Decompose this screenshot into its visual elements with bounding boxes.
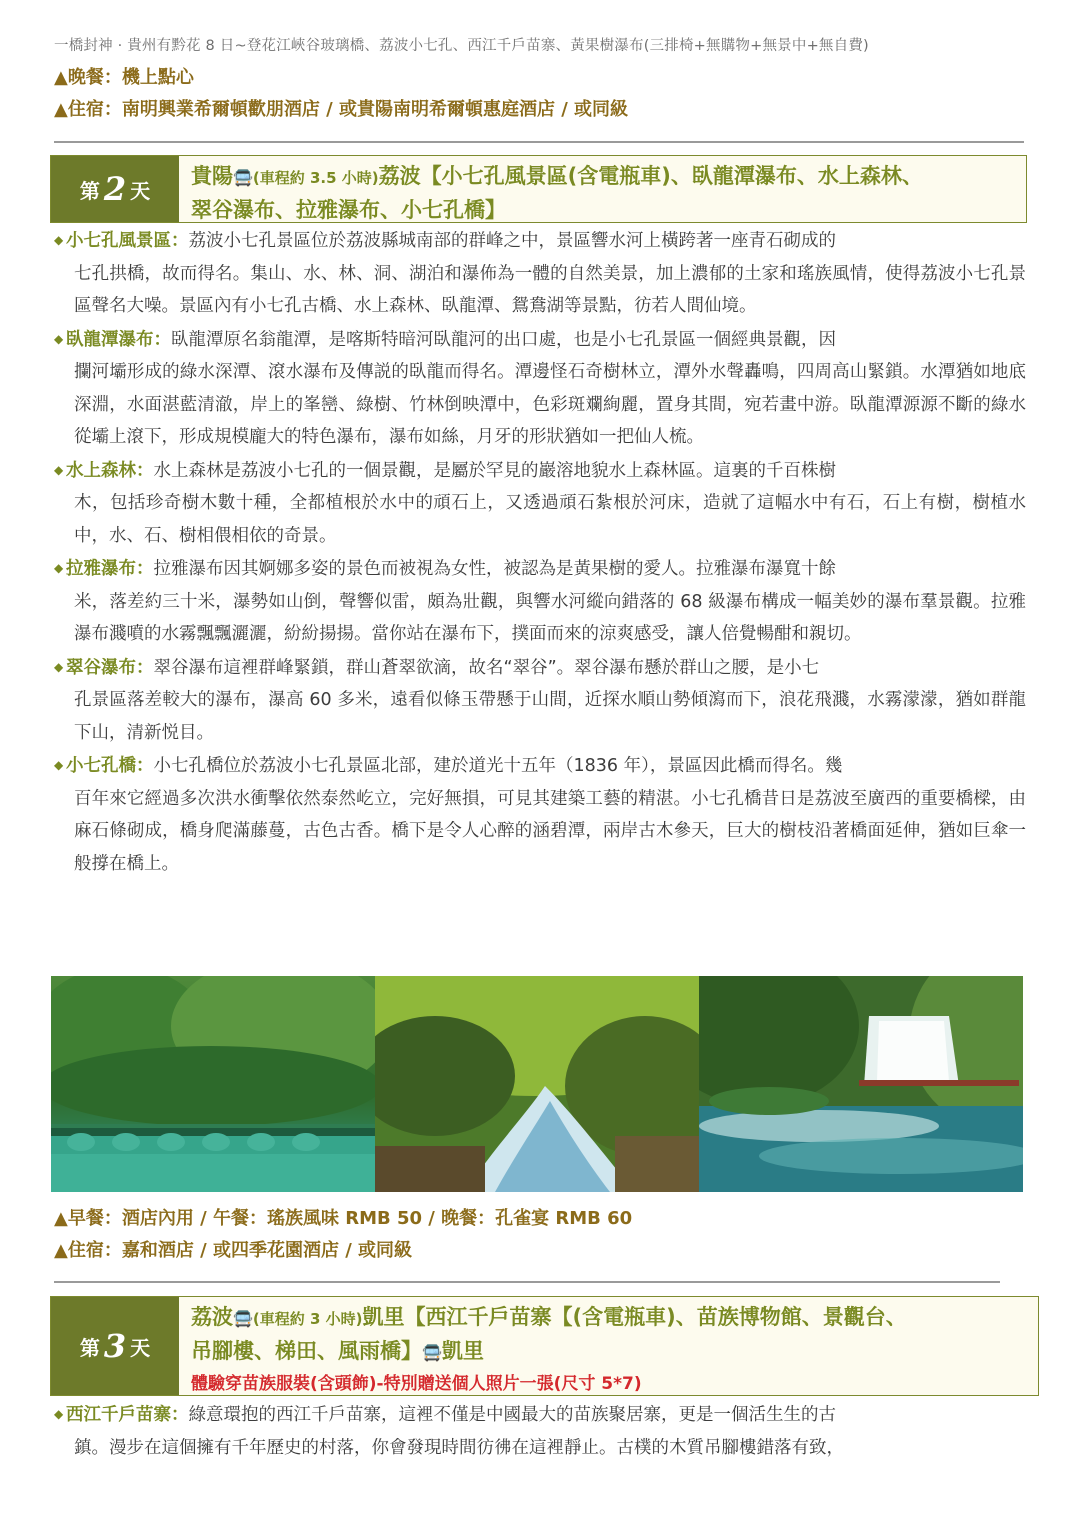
bus-icon: 🚍 xyxy=(233,1309,253,1328)
day3-header xyxy=(50,1296,1039,1396)
item-text-cont: 百年來它經過多次洪水衝擊依然泰然屹立，完好無損，可見其建築工藝的精湛。小七孔橋昔日是荔波至廣西的重要橋樑，由麻石條砌成，橋身爬滿藤蔓，古色古香。橋下是令人心醉的涵碧潭，兩岸古木參天，巨大的樹枝沿著橋面延伸，猶如巨傘一般撐在橋上。 xyxy=(74,788,1026,874)
photo-strip xyxy=(51,976,1023,1192)
bus-icon: 🚍 xyxy=(422,1343,442,1362)
diamond-bullet-icon: ◆ xyxy=(54,462,64,477)
item-text: 水上森林是荔波小七孔的一個景觀，是屬於罕見的巖溶地貌水上森林區。這裏的千百株樹 xyxy=(153,460,836,481)
day2-title xyxy=(191,160,1018,226)
day2-origin: 貴陽 xyxy=(191,164,233,188)
day2-items xyxy=(54,224,1026,880)
day1-hotel: ▲住宿：南明興業希爾頓歡朋酒店 / 或貴陽南明希爾頓惠庭酒店 / 或同級 xyxy=(54,99,629,120)
item-text-cont: 攔河壩形成的綠水深潭、滾水瀑布及傳説的臥龍而得名。潭邊怪石奇樹林立，潭外水聲轟鳴，四周高山緊鎖。水潭猶如地底深淵，水面湛藍清澈，岸上的峯巒、綠樹、竹林倒映潭中，色彩斑斕絢麗，置身其間，宛若畫中游。臥龍潭源源不斷的綠水從壩上滾下，形成規模龐大的特色瀑布，瀑布如絲，月牙的形狀猶如一把仙人梳。 xyxy=(74,362,1026,447)
day3-origin: 荔波 xyxy=(191,1305,233,1329)
bus-icon: 🚍 xyxy=(233,168,253,187)
item-text: 小七孔橋位於荔波小七孔景區北部，建於道光十五年（1836 年），景區因此橋而得名。幾 xyxy=(153,756,843,776)
photo-forest-stream xyxy=(375,976,699,1192)
diamond-bullet-icon: ◆ xyxy=(54,659,64,674)
day3-dest-2: 凱里 xyxy=(441,1339,484,1363)
day2-dest: 荔波【小七孔風景區(含電瓶車)、臥龍潭瀑布、水上森林、 xyxy=(378,164,923,188)
day1-meal: ▲晚餐：機上點心 xyxy=(54,67,194,88)
day3-items xyxy=(54,1398,1026,1464)
list-item xyxy=(54,224,1026,323)
day3-dest: 凱里【西江千戶苗寨【(含電瓶車)、苗族博物館、景觀台、 xyxy=(362,1305,907,1329)
item-name: 小七孔風景區： xyxy=(66,231,189,251)
day3-duration: (車程約 3 小時) xyxy=(252,1310,363,1328)
item-name: 臥龍潭瀑布： xyxy=(66,329,171,350)
list-item xyxy=(54,651,1026,750)
item-text-cont: 米，落差約三十米，瀑勢如山倒，聲響似雷，頗為壯觀，與響水河縱向錯落的 68 級瀑布構成一幅美妙的瀑布羣景觀。拉雅瀑布濺噴的水霧飄飄灑灑，紛紛揚揚。當你站在瀑布下，撲面而來的涼爽感受，讓人倍覺暢酣和親切。 xyxy=(74,591,1026,644)
list-item xyxy=(54,454,1026,553)
day3-title-line2: 吊腳樓、梯田、風雨橋】 xyxy=(191,1339,422,1363)
diamond-bullet-icon: ◆ xyxy=(54,233,64,247)
badge-suffix: 天 xyxy=(130,1335,151,1360)
day3-title xyxy=(191,1301,1030,1399)
item-name: 西江千戶苗寨： xyxy=(66,1405,189,1425)
badge-number: 3 xyxy=(103,1327,127,1365)
item-name: 小七孔橋： xyxy=(66,756,154,776)
diamond-bullet-icon: ◆ xyxy=(54,1407,64,1421)
diamond-bullet-icon: ◆ xyxy=(54,331,64,346)
divider xyxy=(54,1281,1000,1283)
item-text: 臥龍潭原名翁龍潭，是喀斯特暗河臥龍河的出口處，也是小七孔景區一個經典景觀，因 xyxy=(171,329,836,350)
item-text: 拉雅瀑布因其婀娜多姿的景色而被視為女性，被認為是黃果樹的愛人。拉雅瀑布瀑寬十餘 xyxy=(153,559,836,579)
list-item xyxy=(54,552,1026,651)
day3-badge xyxy=(51,1297,179,1395)
item-text-cont: 鎮。漫步在這個擁有千年歷史的村落，你會發現時間彷彿在這裡靜止。古樸的木質吊腳樓錯落有致， xyxy=(74,1437,844,1458)
list-item xyxy=(54,323,1026,454)
day2-duration: (車程約 3.5 小時) xyxy=(252,169,379,187)
badge-prefix: 第 xyxy=(79,178,100,203)
day2-badge xyxy=(51,156,179,222)
badge-suffix: 天 xyxy=(130,178,151,203)
tour-title: 一橋封神 · 貴州有黔花 8 日~登花江峽谷玻璃橋、荔波小七孔、西江千戶苗寨、黃果樹瀑布(三排椅+無購物+無景中+無自費) xyxy=(54,38,869,54)
badge-prefix: 第 xyxy=(79,1335,100,1360)
item-text: 翠谷瀑布這裡群峰緊鎖，群山蒼翠欲滴，故名“翠谷”。翠谷瀑布懸於群山之腰，是小七 xyxy=(153,657,820,678)
diamond-bullet-icon: ◆ xyxy=(54,561,64,575)
item-text: 綠意環抱的西江千戶苗寨，這裡不僅是中國最大的苗族聚居寨，更是一個活生生的古 xyxy=(188,1405,836,1425)
item-text: 荔波小七孔景區位於荔波縣城南部的群峰之中，景區響水河上橫跨著一座青石砌成的 xyxy=(188,231,836,251)
photo-waterfall xyxy=(699,976,1023,1192)
item-name: 拉雅瀑布： xyxy=(66,559,154,579)
item-text-cont: 孔景區落差較大的瀑布，瀑高 60 多米，遠看似條玉帶懸于山間，近探水順山勢傾瀉而下，浪花飛濺，水霧濛濛，猶如群龍下山，清新悦目。 xyxy=(74,690,1026,743)
day2-header xyxy=(50,155,1027,223)
item-text-cont: 木，包括珍奇樹木數十種，全都植根於水中的頑石上，又透過頑石紮根於河床，造就了這幅水中有石，石上有樹，樹植水中，水、石、樹相偎相依的奇景。 xyxy=(74,493,1026,546)
diamond-bullet-icon: ◆ xyxy=(54,758,64,772)
day2-title-line2: 翠谷瀑布、拉雅瀑布、小七孔橋】 xyxy=(191,198,506,222)
list-item xyxy=(54,749,1026,880)
item-name: 水上森林： xyxy=(66,460,154,481)
photo-seven-arch-bridge xyxy=(51,976,375,1192)
badge-number: 2 xyxy=(103,170,127,208)
day2-hotel: ▲住宿：嘉和酒店 / 或四季花園酒店 / 或同級 xyxy=(54,1240,413,1261)
divider xyxy=(54,141,1024,143)
day3-subtitle: 體驗穿苗族服裝(含頭飾)-特別贈送個人照片一張(尺寸 5*7) xyxy=(191,1374,642,1394)
list-item xyxy=(54,1398,1026,1464)
day2-meals: ▲早餐：酒店內用 / 午餐：瑤族風味 RMB 50 / 晚餐：孔雀宴 RMB 60 xyxy=(54,1208,633,1229)
item-name: 翠谷瀑布： xyxy=(66,657,154,678)
item-text-cont: 七孔拱橋，故而得名。集山、水、林、洞、湖泊和瀑佈為一體的自然美景，加上濃郁的土家和瑤族風情，使得荔波小七孔景區聲名大噪。景區內有小七孔古橋、水上森林、臥龍潭、鴛鴦湖等景點，彷若人間仙境。 xyxy=(74,263,1026,316)
